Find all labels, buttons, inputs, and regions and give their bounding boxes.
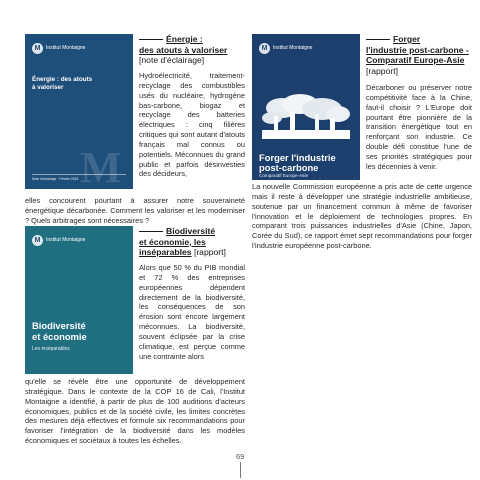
article-forger-body-full: La nouvelle Commission européenne a pris acte de cette urgence mais il reste à développer une stratégie industrielle ambitieuse, soutenue par un financement commun à même de favoriser l'innovation et le déploiement de technologies propres. En comparant trois puissances industrielles d'Asie (Chine, Japon, Corée du Sud), ce rapport émet sept recommandations pour forger l'industrie européenne post-carbone. (252, 182, 472, 251)
cover-title-line-1: Biodiversité (32, 320, 86, 331)
cover-title-line-2: et économie (32, 331, 87, 342)
document-type: [rapport] (193, 247, 226, 257)
title-line-2[interactable]: et économie, les (139, 236, 206, 247)
title-line-1[interactable]: Forger (393, 34, 421, 44)
document-type: [rapport] (366, 65, 399, 76)
article-energie-body-full: elles concourent pourtant à assurer notre souveraineté énergétique décarbonée. Comment les valoriser et les moderniser ? Quels arbitrages sont nécessaires ? (25, 196, 245, 225)
cover-subtitle: Comparatif Europe-Asie (259, 173, 309, 178)
cover-energie (25, 34, 133, 189)
cover-title: Énergie : des atouts à valoriser (32, 76, 93, 91)
title-rule (139, 231, 163, 232)
cover-biodiversite (25, 226, 133, 374)
montaigne-logo-icon: M (32, 43, 43, 54)
article-biodiversite-body-right: Alors que 50 % du PIB mondial et 72 % des entreprises européennes dépendent directement de la biodiversité, les conséquences de son érosion sont encore largement méconnues. La biodiversité, souvent éclipsée par la crise climatique, est perçue comme une contrainte alors (139, 263, 245, 361)
cover-divider (32, 174, 126, 175)
cover-title-line-2: post-carbone (259, 162, 319, 173)
article-biodiversite-body-full: qu'elle se révèle être une opportunité de développement stratégique. Dans le contexte de la COP 16 de Cali, l'Institut Montaigne a identifié, à partir de plus de 100 auditions d'acteurs économiques, publics et de la société civile, les limites concrètes des mesures déjà effectives et formule six recommandations pour favoriser l'intégration de la biodiversité dans les modèles économiques et sociétaux à toutes les échelles. (25, 377, 245, 446)
article-biodiversite-title (139, 226, 249, 258)
cover-forger (252, 34, 360, 180)
title-line-1[interactable]: Énergie : (166, 34, 203, 44)
institute-logo (32, 235, 85, 246)
cover-institute: Institut Montaigne (273, 44, 313, 51)
article-energie-title (139, 34, 249, 66)
cover-title-line-1: Forger l'industrie (259, 152, 336, 163)
page-number-rule (240, 462, 241, 478)
cover-monogram: M (80, 143, 122, 189)
title-line-3[interactable]: inséparables (139, 247, 192, 257)
cover-subtitle: Les inséparables (32, 346, 70, 352)
montaigne-logo-icon: M (259, 43, 270, 54)
article-energie-body-right: Hydroélectricité, traitement-recyclage des combustibles usés du nucléaire, hydrogène bas-carbone, biogaz et recyclage des batteries électriques : cinq filières critiques qui sont autant d'atouts français mal connus ou potentiels. Méconnues du grand public et parfois désinvesties des décideurs, (139, 71, 245, 179)
title-line-2[interactable]: des atouts à valoriser (139, 44, 228, 55)
page-number: 69 (236, 452, 245, 461)
cover-institute: Institut Montaigne (46, 236, 86, 243)
title-line-3[interactable]: Comparatif Europe-Asie (366, 55, 465, 65)
cover-institute: Institut Montaigne (46, 44, 86, 51)
title-rule (139, 39, 163, 40)
institute-logo (259, 43, 312, 54)
institute-logo (32, 43, 85, 54)
title-rule (366, 39, 390, 40)
article-forger-title (366, 34, 478, 76)
article-forger-body-right: Décarboner ou préserver notre compétitivité face à la Chine, faut-il choisir ? L'Europe doit pourtant être pionnière de la transition énergétique tout en renforçant son industrie. Ce double défi constitue l'une de ses priorités stratégiques pour les décennies à venir. (366, 83, 472, 171)
cover-industrial-illustration (260, 94, 352, 139)
title-line-2[interactable]: l'industrie post-carbone - (366, 44, 469, 55)
montaigne-logo-icon: M (32, 235, 43, 246)
cover-footer: Note d'éclairage · Février 2024 (32, 177, 79, 181)
title-line-1[interactable]: Biodiversité (166, 226, 216, 236)
document-type: [note d'éclairage] (139, 55, 205, 65)
